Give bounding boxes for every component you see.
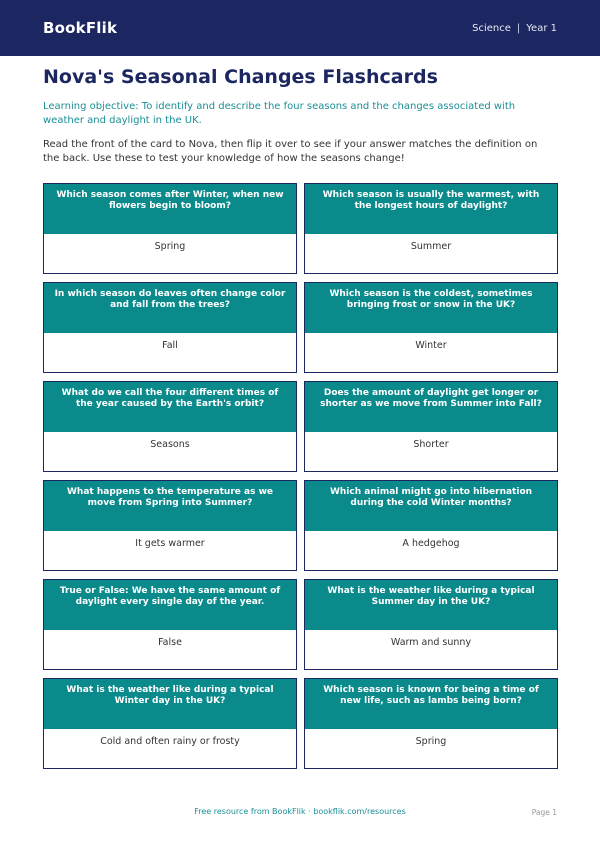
flashcard[interactable] [304, 579, 558, 670]
flashcard-question: What do we call the four different times of the year caused by the Earth's orbit? [44, 382, 296, 432]
flashcard-grid [43, 183, 557, 769]
flashcard-answer: Winter [305, 333, 557, 372]
flashcard-question: True or False: We have the same amount of daylight every single day of the year. [44, 580, 296, 630]
flashcard[interactable] [43, 480, 297, 571]
flashcard[interactable] [43, 579, 297, 670]
flashcard-answer: Shorter [305, 432, 557, 471]
flashcard[interactable] [304, 678, 558, 769]
flashcard-question: In which season do leaves often change color and fall from the trees? [44, 283, 296, 333]
breadcrumb-separator: | [516, 22, 521, 34]
flashcard-question: Does the amount of daylight get longer or shorter as we move from Summer into Fall? [305, 382, 557, 432]
brand-logo[interactable]: BookFlik [43, 19, 118, 37]
flashcard-answer: It gets warmer [44, 531, 296, 570]
flashcard-answer: Fall [44, 333, 296, 372]
breadcrumb-year[interactable]: Year 1 [526, 22, 557, 34]
flashcard-answer: Warm and sunny [305, 630, 557, 669]
flashcard[interactable] [304, 480, 558, 571]
flashcard[interactable] [304, 381, 558, 472]
flashcard-answer: Seasons [44, 432, 296, 471]
flashcard-question: Which season is known for being a time of new life, such as lambs being born? [305, 679, 557, 729]
flashcard-answer: Spring [305, 729, 557, 768]
flashcard-answer: Cold and often rainy or frosty [44, 729, 296, 768]
breadcrumb [472, 23, 557, 34]
flashcard[interactable] [43, 282, 297, 373]
flashcard-question: Which season is usually the warmest, with the longest hours of daylight? [305, 184, 557, 234]
page-number: Page 1 [531, 808, 557, 817]
flashcard-answer: A hedgehog [305, 531, 557, 570]
flashcard-question: What happens to the temperature as we move from Spring into Summer? [44, 481, 296, 531]
breadcrumb-subject[interactable]: Science [472, 22, 511, 34]
flashcard[interactable] [43, 183, 297, 274]
flashcard[interactable] [43, 381, 297, 472]
flashcard-answer: False [44, 630, 296, 669]
intro-text: Read the front of the card to Nova, then flip it over to see if your answer matches the definition on the back. Use these to test your knowledge of how the seasons change! [43, 139, 538, 164]
flashcard[interactable] [43, 678, 297, 769]
flashcard[interactable] [304, 282, 558, 373]
learning-objective: Learning objective: To identify and describe the four seasons and the changes associated with weather and daylight in the UK. [43, 101, 516, 126]
footer-credit[interactable]: Free resource from BookFlik · bookflik.com/resources [194, 807, 406, 816]
flashcard[interactable] [304, 183, 558, 274]
flashcard-question: What is the weather like during a typical Winter day in the UK? [44, 679, 296, 729]
flashcard-question: Which season is the coldest, sometimes bringing frost or snow in the UK? [305, 283, 557, 333]
flashcard-answer: Summer [305, 234, 557, 273]
flashcard-question: What is the weather like during a typical Summer day in the UK? [305, 580, 557, 630]
top-header-bar [0, 0, 600, 56]
flashcard-question: Which animal might go into hibernation during the cold Winter months? [305, 481, 557, 531]
page-title: Nova's Seasonal Changes Flashcards [43, 66, 438, 88]
flashcard-question: Which season comes after Winter, when new flowers begin to bloom? [44, 184, 296, 234]
flashcard-answer: Spring [44, 234, 296, 273]
